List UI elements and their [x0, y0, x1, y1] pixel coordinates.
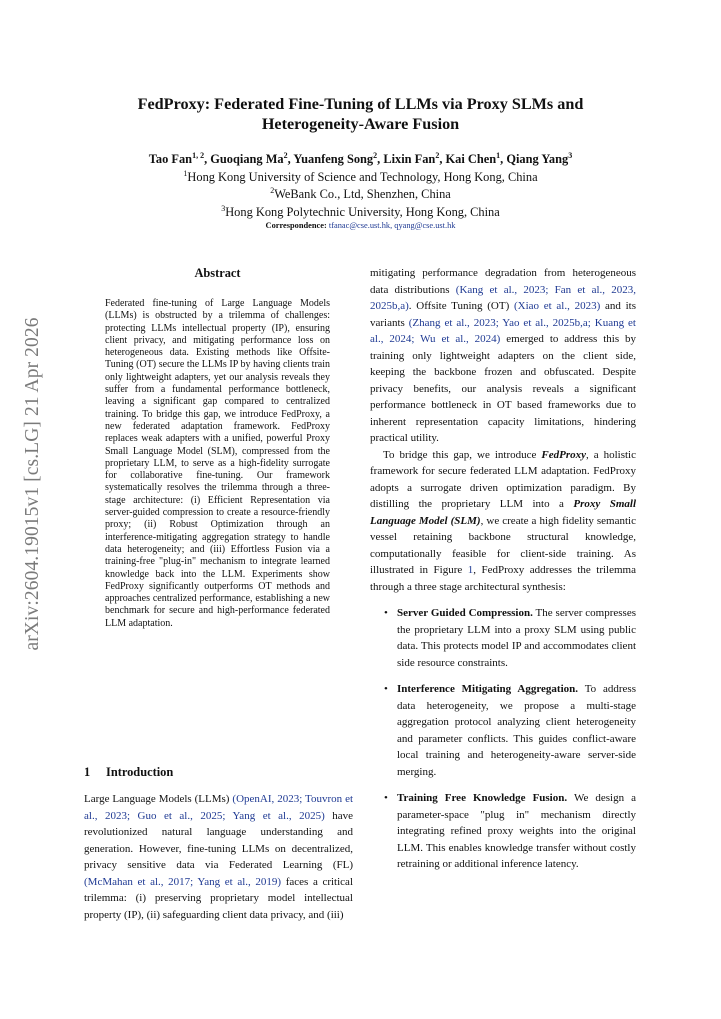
author-affiliation-mark: 3 [568, 151, 573, 160]
author-affiliation-mark: 2 [435, 151, 440, 160]
abstract-body: Federated fine-tuning of Large Language Models (LLMs) is obstructed by a trilemma of challenges: protecting LLMs intellectual property (IP), ensuring client privacy, and mitigating performance loss on heterogeneous data. Existing methods like Offsite-Tuning (OT) secure the LLMs IP by having clients train only lightweight adapters, yet our analysis reveals they suffer from a fundamental performance bottleneck, leaving a significant gap compared to centralized training. To bridge this gap, we introduce FedProxy, a new federated adaptation framework. FedProxy replaces weak adapters with a unified, powerful Proxy Small Language Model (SLM), compressed from the proprietary LLM, to serve as a high-fidelity surrogate for collaborative fine-tuning. Our framework systematically resolves the trilemma through a three-stage architecture: (i) Efficient Representation via server-guided compression to create a resource-friendly proxy; (ii) Robust Optimization through an interference-mitigating aggregation strategy to handle data heterogeneity; and (iii) Effortless Fusion via a training-free "plug-in" mechanism to integrate learned knowledge back into the LLM. Experiments show FedProxy significantly outperforms OT methods and approaches centralized performance, establishing a new benchmark for secure and high-performance federated LLM adaptation. [105, 298, 330, 629]
body-text: faces a critical trilemma: (i) preserving proprietary model intellectual property (IP), (ii) safeguarding client data privacy, and (iii) [84, 875, 353, 921]
emphasis-proxy-slm: Proxy Small Language Model (SLM) [370, 498, 636, 527]
affiliation-text: Hong Kong University of Science and Technology, Hong Kong, China [187, 170, 538, 185]
citation-link[interactable]: (Kang et al., 2023; Fan et al., 2023, 2025b,a) [370, 283, 636, 312]
section-title: Introduction [106, 765, 174, 779]
right-column [370, 265, 636, 873]
title-line-2: Heterogeneity-Aware Fusion [261, 115, 460, 133]
author-name: Tao Fan [148, 152, 193, 167]
author-name: Lixin Fan [383, 152, 436, 167]
author-name: Yuanfeng Song [293, 152, 374, 167]
author-name: Kai Chen [445, 152, 497, 167]
list-item [370, 681, 636, 780]
list-item [370, 790, 636, 873]
body-text: Large Language Models (LLMs) [84, 793, 233, 805]
contribution-list [370, 605, 636, 873]
figure-reference-link[interactable]: 1 [467, 564, 474, 576]
title-line-1: FedProxy: Federated Fine-Tuning of LLMs via Proxy SLMs and [137, 95, 584, 113]
list-item-text: We design a parameter-space "plug in" mechanism directly integrating refined proxy weights into the original LLM. This enables knowledge transfer without costly retraining or additional inference latency. [397, 792, 636, 870]
list-item-heading: Interference Mitigating Aggregation. [397, 683, 579, 695]
body-text: , we create a high fidelity semantic vessel retaining backbone structural knowledge, computationally feasible for client-side training. As illustrated in Figure [370, 514, 636, 576]
citation-link[interactable]: (OpenAI, 2023; Touvron et al., 2023; Guo et al., 2025; Yang et al., 2025) [84, 793, 354, 822]
section-heading-introduction [84, 765, 173, 780]
author-name: Qiang Yang [506, 152, 569, 167]
body-text: emerged to address this by training only lightweight adapters on the client side, keeping the backbone frozen and obfuscated. Despite privacy benefits, our analysis reveals a significant performance bottleneck in OT based frameworks due to inherent representation capacity limitations, hindering practical utility. [370, 333, 637, 444]
intro-paragraph-2 [370, 447, 636, 596]
bullet-icon: • [384, 607, 388, 619]
affiliation-number: 1 [183, 169, 188, 178]
correspondence-label: Correspondence: [265, 221, 327, 230]
body-text: have revolutionized natural language understanding and generation. However, fine-tuning LLMs on decentralized, privacy sensitive data via Federated Learning (FL) [84, 809, 353, 871]
body-text: and its variants [370, 300, 636, 329]
intro-paragraph-1 [84, 791, 353, 923]
body-text: mitigating performance degradation from heterogeneous data distributions [370, 267, 636, 296]
correspondence-line [60, 221, 661, 230]
abstract-heading: Abstract [194, 266, 241, 280]
list-item [370, 605, 636, 671]
list-item-text: The server compresses the proprietary LLM into a proxy SLM using public data. This protects model IP and accommodates client side resource constraints. [397, 607, 637, 669]
body-text: To bridge this gap, we introduce [383, 448, 542, 461]
affiliation-number: 3 [221, 204, 226, 213]
emphasis-fedproxy: FedProxy [541, 448, 586, 461]
body-text: , a holistic framework for secure federated LLM adaptation. FedProxy adopts a surrogate driven optimization paradigm. By distilling the proprietary LLM into a [370, 448, 636, 510]
bullet-icon: • [384, 792, 388, 804]
author-affiliation-mark: 1 [496, 151, 501, 160]
affiliation-number: 2 [270, 186, 275, 195]
section-number: 1 [84, 765, 91, 779]
bullet-icon: • [384, 683, 388, 695]
list-item-heading: Training Free Knowledge Fusion. [397, 792, 568, 804]
arxiv-identifier-stamp [22, 296, 44, 672]
affiliation-text: Hong Kong Polytechnic University, Hong Kong, China [225, 205, 500, 220]
author-affiliation-mark: 2 [283, 151, 288, 160]
citation-link[interactable]: (Xiao et al., 2023) [513, 300, 601, 312]
citation-link[interactable]: (Zhang et al., 2023; Yao et al., 2025b,a; Kuang et al., 2024; Wu et al., 2024) [370, 316, 636, 345]
list-item-heading: Server Guided Compression. [397, 607, 533, 619]
author-affiliation-mark: 2 [373, 151, 378, 160]
body-text: . Offsite Tuning (OT) [408, 300, 514, 312]
author-affiliation-mark: 1, 2 [192, 151, 205, 160]
citation-link[interactable]: (McMahan et al., 2017; Yang et al., 2019) [84, 875, 282, 888]
body-text: , FedProxy addresses the trilemma through a three stage architectural synthesis: [370, 564, 636, 593]
affiliation-2 [60, 183, 661, 202]
arxiv-stamp-text: arXiv:2604.19015v1 [cs.LG] 21 Apr 2026 [22, 317, 43, 651]
author-name: Guoqiang Ma [210, 152, 284, 167]
list-item-text: To address data heterogeneity, we propose a multi-stage aggregation protocol analyzing client heterogeneity and parameter conflicts. This guides conflict-aware local training and heterogeneity-aware server-side merging. [397, 683, 636, 778]
affiliation-text: WeBank Co., Ltd, Shenzhen, China [274, 187, 451, 202]
affiliation-3 [60, 201, 661, 220]
paper-title [90, 94, 631, 134]
correspondence-email-link[interactable]: tfanac@cse.ust.hk, qyang@cse.ust.hk [328, 221, 456, 230]
intro-paragraph-1-continued [370, 265, 636, 447]
author-list: Tao Fan$^{1, 2}$, Guoqiang Ma$^2$, Yuanfeng Song$^2$, Lixin Fan$^2$, Kai Chen$^1$, Qiang Yang$^3$ [148, 151, 573, 167]
